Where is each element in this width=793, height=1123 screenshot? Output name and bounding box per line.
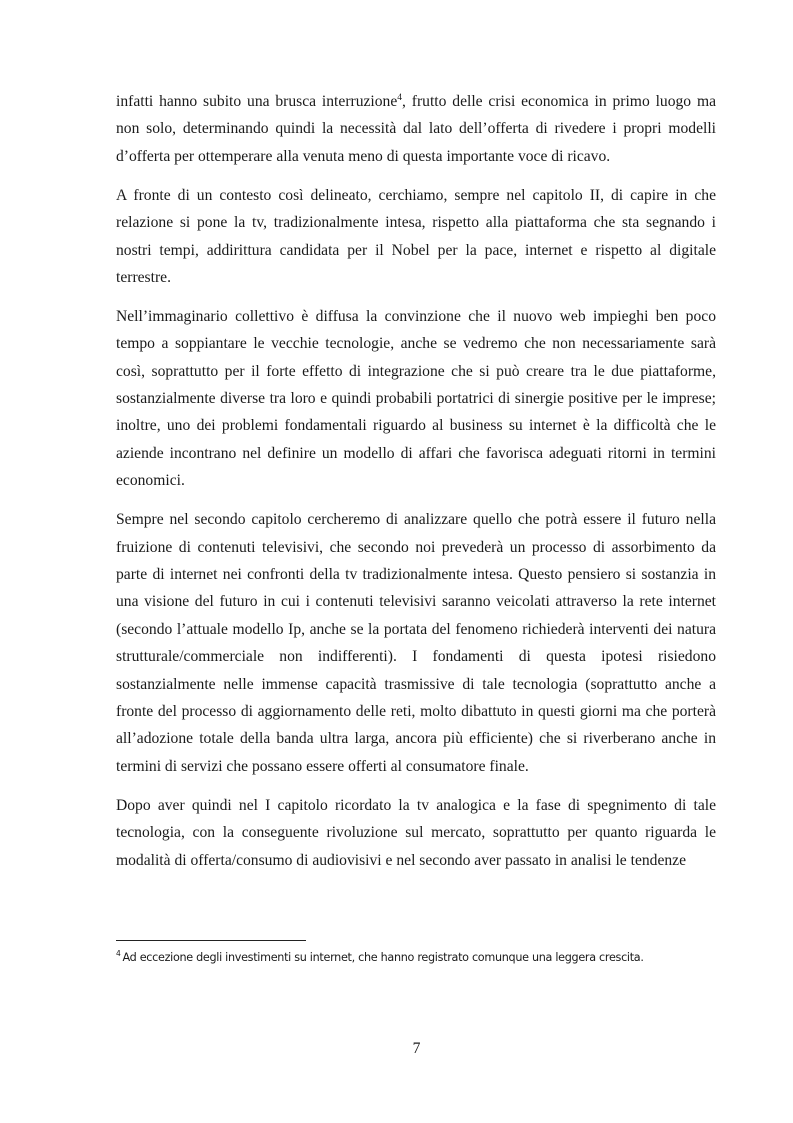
paragraph-5: Dopo aver quindi nel I capitolo ricordato la tv analogica e la fase di spegnimento di tale tecnologia, con la conseguente rivoluzione sul mercato, soprattutto per quanto riguarda le modalità di offerta/consumo di audiovisivi e nel secondo aver passato in analisi le tendenze bbox=[116, 796, 716, 869]
paragraph-1-continuation: , frutto delle crisi economica in primo luogo ma non solo, determinando quindi la necessità dal lato dell’offerta di rivedere i propri modelli d’offerta per ottemperare alla venuta meno di questa importante voce di ricavo. bbox=[116, 93, 717, 165]
footnote-divider bbox=[116, 940, 306, 941]
footnote-number: 4 bbox=[116, 949, 121, 959]
paragraph-3: Nell’immaginario collettivo è diffusa la convinzione che il nuovo web impieghi ben poco tempo a soppiantare le vecchie tecnologie, anche se vedremo che non necessariamente sarà così, soprattutto per il forte effetto di integrazione che si può creare tra le due piattaforme, sostanzialmente diverse tra loro e quindi probabili portatrici di sinergie positive per le imprese; inoltre, uno dei problemi fondamentali riguardo al business su internet è la difficoltà che le aziende incontrano nel definire un modello di affari che favorisca adeguati ritorni in termini economici. bbox=[116, 307, 716, 490]
body-text bbox=[116, 88, 716, 885]
footnote bbox=[116, 950, 736, 966]
paragraph-2: A fronte di un contesto così delineato, cerchiamo, sempre nel capitolo II, di capire in che relazione si pone la tv, tradizionalmente intesa, rispetto alla piattaforma che sta segnando i nostri tempi, addirittura candidata per il Nobel per la pace, internet e rispetto al digitale terrestre. bbox=[116, 186, 716, 286]
footnote-text: Ad eccezione degli investimenti su internet, che hanno registrato comunque una leggera crescita. bbox=[122, 951, 644, 964]
paragraph-1 bbox=[116, 88, 716, 170]
paragraph-1-text: infatti hanno subito una brusca interruzione bbox=[116, 93, 398, 110]
page-number: 7 bbox=[412, 1040, 421, 1057]
footnote-reference[interactable]: 4 bbox=[397, 92, 403, 103]
paragraph-4: Sempre nel secondo capitolo cercheremo di analizzare quello che potrà essere il futuro nella fruizione di contenuti televisivi, che secondo noi prevederà un processo di assorbimento da parte di internet nei confronti della tv tradizionalmente intesa. Questo pensiero si sostanzia in una visione del futuro in cui i contenuti televisivi saranno veicolati attraverso la rete internet (secondo l’attuale modello Ip, anche se la portata del fenomeno richiederà interventi dei natura strutturale/commerciale non indifferenti). I fondamenti di questa ipotesi risiedono sostanzialmente nelle immense capacità trasmissive di tale tecnologia (soprattutto anche a fronte del processo di aggiornamento delle reti, molto dibattuto in questi giorni ma che porterà all’adozione totale della banda ultra larga, ancora più efficiente) che si riverberano anche in termini di servizi che possano essere offerti al consumatore finale. bbox=[116, 511, 716, 775]
